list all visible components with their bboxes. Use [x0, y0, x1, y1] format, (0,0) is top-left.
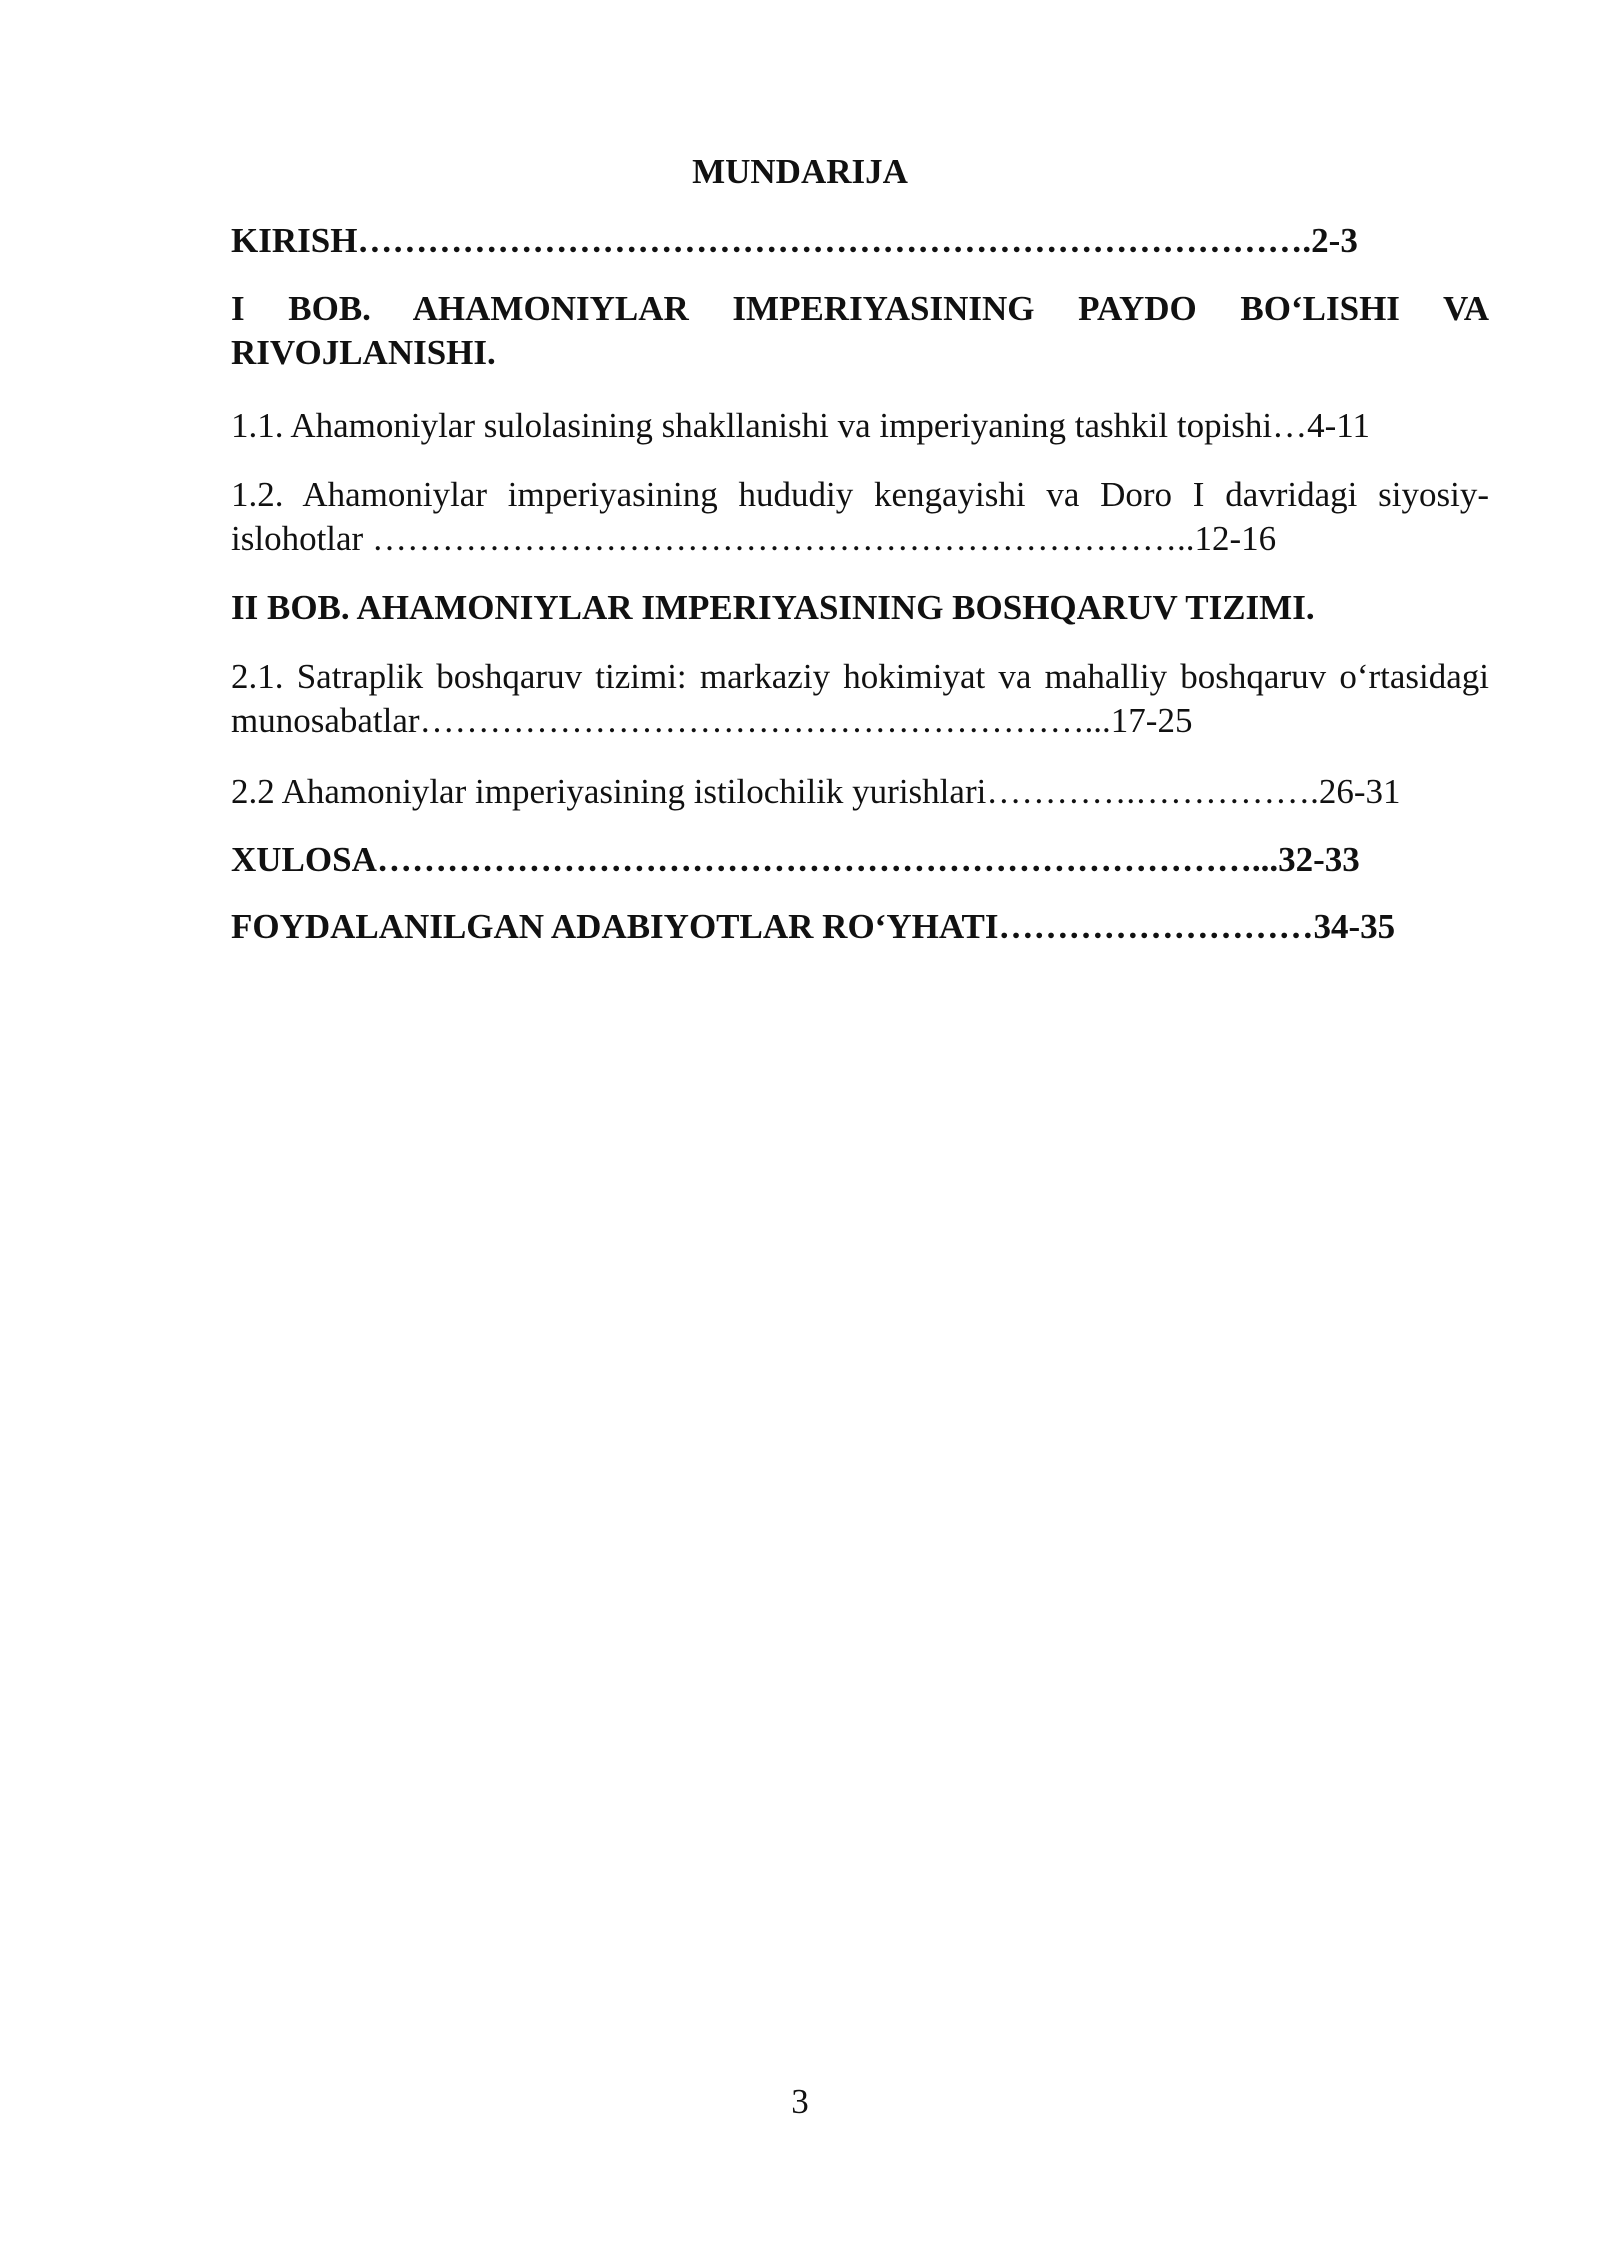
toc-entry-references: FOYDALANILGAN ADABIYOTLAR RO‘YHATI………………………34-35 — [231, 907, 1396, 946]
toc-entry-1-2: 1.2. Ahamoniylar imperiyasining hududiy kengayishi va Doro I davridagi siyosiy-islohotlar ……………………………………………………………..12-16 — [231, 475, 1489, 558]
page-number: 3 — [791, 2082, 809, 2121]
toc-chapter-1-heading: I BOB. AHAMONIYLAR IMPERIYASINING PAYDO BO‘LISHI VA RIVOJLANISHI. — [231, 289, 1489, 372]
toc-chapter-2-heading: II BOB. AHAMONIYLAR IMPERIYASINING BOSHQARUV TIZIMI. — [231, 588, 1315, 627]
toc-entry-xulosa: XULOSA…………………………………………………………………...32-33 — [231, 840, 1360, 879]
toc-entry-2-2: 2.2 Ahamoniylar imperiyasining istilochilik yurishlari………….…………….26-31 — [231, 772, 1401, 811]
toc-entry-kirish: KIRISH……………………………………………………………………….2-3 — [231, 221, 1358, 260]
toc-entry-2-1: 2.1. Satraplik boshqaruv tizimi: markaziy hokimiyat va mahalliy boshqaruv o‘rtasidagi munosabatlar…………………………………………………...17-25 — [231, 657, 1489, 740]
toc-entry-1-1: 1.1. Ahamoniylar sulolasining shakllanishi va imperiyaning tashkil topishi…4-11 — [231, 406, 1371, 445]
toc-title: MUNDARIJA — [692, 152, 908, 191]
